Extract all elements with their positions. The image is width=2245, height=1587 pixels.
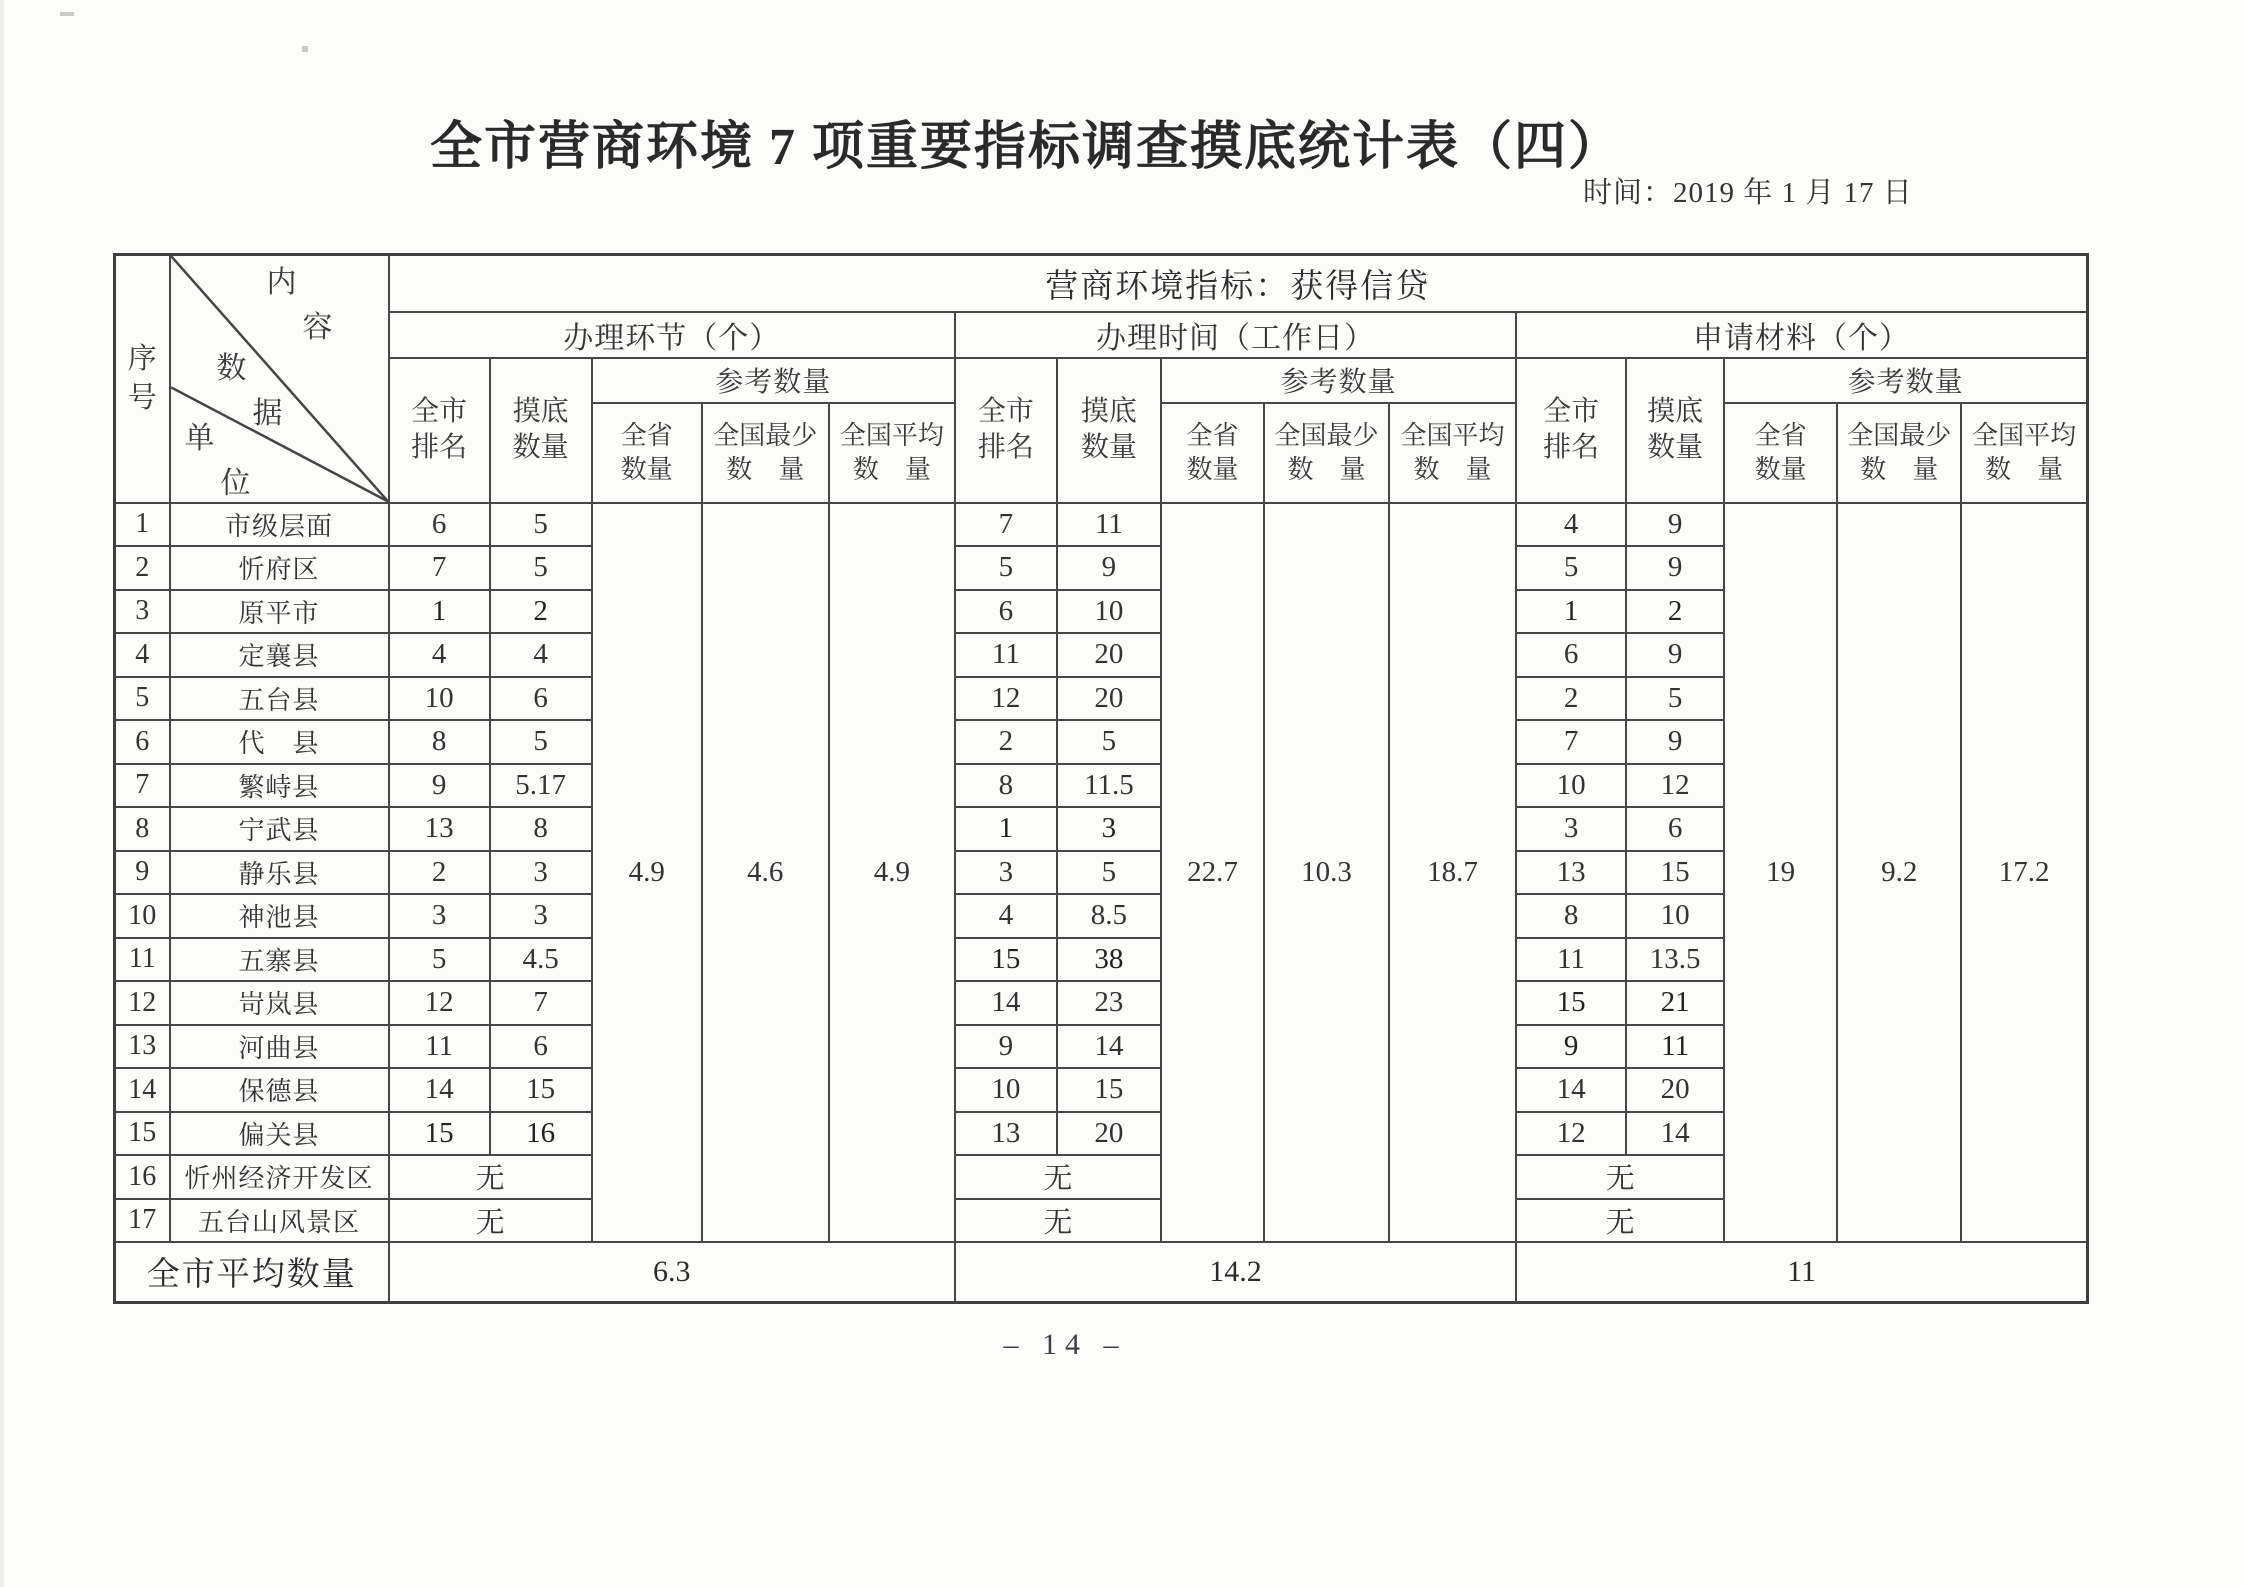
rank-value-cell: 5	[1516, 546, 1626, 590]
survey-value-cell: 15	[1626, 851, 1724, 895]
row-index-cell: 17	[115, 1199, 170, 1243]
date-label: 时间：2019 年 1 月 17 日	[1583, 177, 1913, 209]
survey-value-cell: 9	[1626, 546, 1724, 590]
unit-name-cell: 神池县	[170, 894, 389, 938]
rank-value-cell: 14	[389, 1068, 490, 1112]
rank-value-cell: 11	[1516, 938, 1626, 982]
survey-value-cell: 5.17	[490, 764, 592, 808]
not-applicable-cell: 无	[955, 1155, 1161, 1199]
survey-value-cell: 5	[490, 503, 592, 547]
subheader-rank: 全市 排名	[955, 358, 1057, 503]
reference-value-cell: 19	[1724, 503, 1837, 1243]
footer-value-processing-time: 14.2	[955, 1242, 1516, 1302]
survey-value-cell: 8.5	[1057, 894, 1161, 938]
statistics-table	[113, 253, 2089, 1304]
survey-value-cell: 15	[1057, 1068, 1161, 1112]
rank-value-cell: 6	[389, 503, 490, 547]
survey-value-cell: 13.5	[1626, 938, 1724, 982]
survey-value-cell: 3	[490, 894, 592, 938]
page-number: – 14 –	[1003, 1328, 1127, 1361]
survey-value-cell: 11	[1057, 503, 1161, 547]
unit-name-cell: 静乐县	[170, 851, 389, 895]
unit-name-cell: 保德县	[170, 1068, 389, 1112]
subheader-reference: 参考数量	[1724, 358, 2087, 403]
rank-value-cell: 7	[1516, 720, 1626, 764]
rank-value-cell: 13	[955, 1112, 1057, 1156]
survey-value-cell: 10	[1057, 590, 1161, 634]
table-row	[115, 503, 2088, 547]
subheader-survey: 摸底 数量	[1626, 358, 1724, 503]
reference-value-cell: 4.9	[592, 503, 702, 1243]
reference-value-cell: 17.2	[1961, 503, 2087, 1243]
rank-value-cell: 2	[389, 851, 490, 895]
subheader-national-avg-count: 全国平均 数 量	[1389, 403, 1516, 503]
unit-name-cell: 市级层面	[170, 503, 389, 547]
unit-name-cell: 五寨县	[170, 938, 389, 982]
row-index-cell: 13	[115, 1025, 170, 1069]
rank-value-cell: 1	[1516, 590, 1626, 634]
survey-value-cell: 10	[1626, 894, 1724, 938]
table-body	[115, 503, 2088, 1243]
survey-value-cell: 5	[1057, 851, 1161, 895]
survey-value-cell: 20	[1057, 677, 1161, 721]
survey-value-cell: 5	[490, 546, 592, 590]
rank-value-cell: 10	[955, 1068, 1057, 1112]
unit-name-cell: 宁武县	[170, 807, 389, 851]
survey-value-cell: 23	[1057, 981, 1161, 1025]
survey-value-cell: 21	[1626, 981, 1724, 1025]
unit-name-cell: 代 县	[170, 720, 389, 764]
scan-edge-artifact	[0, 0, 4, 1587]
subheader-province-count: 全省 数量	[1724, 403, 1837, 503]
survey-value-cell: 4	[490, 633, 592, 677]
diagonal-label-char: 单	[184, 422, 215, 455]
rank-value-cell: 8	[1516, 894, 1626, 938]
rank-value-cell: 12	[389, 981, 490, 1025]
diagonal-label-char: 容	[302, 311, 333, 344]
row-index-cell: 1	[115, 503, 170, 547]
document-title: 全市营商环境 7 项重要指标调查摸底统计表（四）	[430, 119, 1623, 176]
reference-value-cell: 4.6	[702, 503, 829, 1243]
footer-row	[115, 1242, 2088, 1302]
row-index-cell: 2	[115, 546, 170, 590]
subheader-province-count: 全省 数量	[1161, 403, 1264, 503]
not-applicable-cell: 无	[1516, 1155, 1724, 1199]
survey-value-cell: 12	[1626, 764, 1724, 808]
subheader-reference: 参考数量	[592, 358, 955, 403]
unit-name-cell: 五台县	[170, 677, 389, 721]
rank-value-cell: 15	[389, 1112, 490, 1156]
survey-value-cell: 6	[490, 677, 592, 721]
group-header-processing-time: 办理时间（工作日）	[955, 312, 1516, 358]
rank-value-cell: 12	[955, 677, 1057, 721]
subheader-rank: 全市 排名	[1516, 358, 1626, 503]
survey-value-cell: 14	[1057, 1025, 1161, 1069]
survey-value-cell: 3	[490, 851, 592, 895]
rank-value-cell: 10	[389, 677, 490, 721]
group-header-application-materials: 申请材料（个）	[1516, 312, 2087, 358]
scan-speck	[60, 12, 74, 16]
survey-value-cell: 11.5	[1057, 764, 1161, 808]
rank-value-cell: 6	[955, 590, 1057, 634]
row-index-cell: 3	[115, 590, 170, 634]
rank-value-cell: 2	[1516, 677, 1626, 721]
rank-value-cell: 4	[1516, 503, 1626, 547]
scan-speck	[302, 46, 308, 52]
rank-value-cell: 9	[389, 764, 490, 808]
reference-value-cell: 4.9	[829, 503, 955, 1243]
footer-value-application-materials: 11	[1516, 1242, 2087, 1302]
survey-value-cell: 4.5	[490, 938, 592, 982]
unit-name-cell: 岢岚县	[170, 981, 389, 1025]
footer-value-processing-steps: 6.3	[389, 1242, 955, 1302]
rank-value-cell: 15	[1516, 981, 1626, 1025]
survey-value-cell: 6	[490, 1025, 592, 1069]
rank-value-cell: 1	[955, 807, 1057, 851]
survey-value-cell: 9	[1626, 503, 1724, 547]
reference-value-cell: 18.7	[1389, 503, 1516, 1243]
not-applicable-cell: 无	[1516, 1199, 1724, 1243]
rank-value-cell: 9	[1516, 1025, 1626, 1069]
subheader-province-count: 全省 数量	[592, 403, 702, 503]
survey-value-cell: 7	[490, 981, 592, 1025]
rank-value-cell: 10	[1516, 764, 1626, 808]
subheader-national-min-count: 全国最少 数 量	[702, 403, 829, 503]
row-index-cell: 15	[115, 1112, 170, 1156]
survey-value-cell: 3	[1057, 807, 1161, 851]
diagonal-label-char: 据	[252, 397, 283, 430]
group-header-processing-steps: 办理环节（个）	[389, 312, 955, 358]
reference-value-cell: 22.7	[1161, 503, 1264, 1243]
subheader-national-avg-count: 全国平均 数 量	[829, 403, 955, 503]
reference-value-cell: 9.2	[1837, 503, 1961, 1243]
not-applicable-cell: 无	[389, 1155, 592, 1199]
survey-value-cell: 20	[1626, 1068, 1724, 1112]
rank-value-cell: 13	[389, 807, 490, 851]
rank-value-cell: 15	[955, 938, 1057, 982]
rank-value-cell: 12	[1516, 1112, 1626, 1156]
rank-value-cell: 14	[955, 981, 1057, 1025]
rank-value-cell: 9	[955, 1025, 1057, 1069]
survey-value-cell: 5	[1057, 720, 1161, 764]
header-row-subgroups	[115, 358, 2088, 403]
rank-value-cell: 5	[955, 546, 1057, 590]
survey-value-cell: 9	[1626, 633, 1724, 677]
survey-value-cell: 2	[490, 590, 592, 634]
indicator-header: 营商环境指标：获得信贷	[389, 255, 2088, 312]
survey-value-cell: 5	[1626, 677, 1724, 721]
survey-value-cell: 20	[1057, 1112, 1161, 1156]
survey-value-cell: 11	[1626, 1025, 1724, 1069]
rank-value-cell: 4	[955, 894, 1057, 938]
header-row-groups	[115, 312, 2088, 358]
unit-name-cell: 定襄县	[170, 633, 389, 677]
survey-value-cell: 38	[1057, 938, 1161, 982]
survey-value-cell: 5	[490, 720, 592, 764]
survey-value-cell: 8	[490, 807, 592, 851]
diagonal-label-char: 位	[220, 467, 251, 500]
rank-value-cell: 5	[389, 938, 490, 982]
unit-name-cell: 五台山风景区	[170, 1199, 389, 1243]
rank-value-cell: 3	[389, 894, 490, 938]
subheader-reference: 参考数量	[1161, 358, 1516, 403]
subheader-national-min-count: 全国最少 数 量	[1264, 403, 1389, 503]
rank-value-cell: 7	[389, 546, 490, 590]
rank-value-cell: 13	[1516, 851, 1626, 895]
survey-value-cell: 15	[490, 1068, 592, 1112]
row-index-cell: 10	[115, 894, 170, 938]
rank-value-cell: 8	[389, 720, 490, 764]
rank-value-cell: 2	[955, 720, 1057, 764]
subheader-rank: 全市 排名	[389, 358, 490, 503]
survey-value-cell: 20	[1057, 633, 1161, 677]
unit-name-cell: 偏关县	[170, 1112, 389, 1156]
rank-value-cell: 4	[389, 633, 490, 677]
header-row-indicator	[115, 255, 2088, 312]
unit-name-cell: 河曲县	[170, 1025, 389, 1069]
rank-value-cell: 6	[1516, 633, 1626, 677]
rank-value-cell: 11	[955, 633, 1057, 677]
row-index-cell: 12	[115, 981, 170, 1025]
corner-serial-header	[115, 255, 170, 503]
survey-value-cell: 16	[490, 1112, 592, 1156]
rank-value-cell: 7	[955, 503, 1057, 547]
unit-name-cell: 原平市	[170, 590, 389, 634]
diagonal-label-char: 内	[266, 266, 297, 299]
row-index-cell: 16	[115, 1155, 170, 1199]
rank-value-cell: 8	[955, 764, 1057, 808]
rank-value-cell: 3	[1516, 807, 1626, 851]
footer-label: 全市平均数量	[115, 1242, 389, 1302]
subheader-national-min-count: 全国最少 数 量	[1837, 403, 1961, 503]
serial-label-char2: 号	[127, 381, 157, 414]
row-index-cell: 14	[115, 1068, 170, 1112]
reference-value-cell: 10.3	[1264, 503, 1389, 1243]
survey-value-cell: 9	[1057, 546, 1161, 590]
not-applicable-cell: 无	[955, 1199, 1161, 1243]
row-index-cell: 8	[115, 807, 170, 851]
rank-value-cell: 14	[1516, 1068, 1626, 1112]
survey-value-cell: 9	[1626, 720, 1724, 764]
unit-name-cell: 忻州经济开发区	[170, 1155, 389, 1199]
row-index-cell: 11	[115, 938, 170, 982]
row-index-cell: 6	[115, 720, 170, 764]
rank-value-cell: 1	[389, 590, 490, 634]
subheader-survey: 摸底 数量	[490, 358, 592, 503]
diagonal-label-char: 数	[216, 352, 247, 385]
row-index-cell: 7	[115, 764, 170, 808]
unit-name-cell: 繁峙县	[170, 764, 389, 808]
rank-value-cell: 11	[389, 1025, 490, 1069]
survey-value-cell: 14	[1626, 1112, 1724, 1156]
not-applicable-cell: 无	[389, 1199, 592, 1243]
diagonal-header-cell	[170, 255, 389, 503]
row-index-cell: 4	[115, 633, 170, 677]
serial-label-char1: 序	[127, 342, 157, 375]
subheader-survey: 摸底 数量	[1057, 358, 1161, 503]
survey-value-cell: 6	[1626, 807, 1724, 851]
row-index-cell: 9	[115, 851, 170, 895]
unit-name-cell: 忻府区	[170, 546, 389, 590]
survey-value-cell: 2	[1626, 590, 1724, 634]
row-index-cell: 5	[115, 677, 170, 721]
rank-value-cell: 3	[955, 851, 1057, 895]
subheader-national-avg-count: 全国平均 数 量	[1961, 403, 2087, 503]
